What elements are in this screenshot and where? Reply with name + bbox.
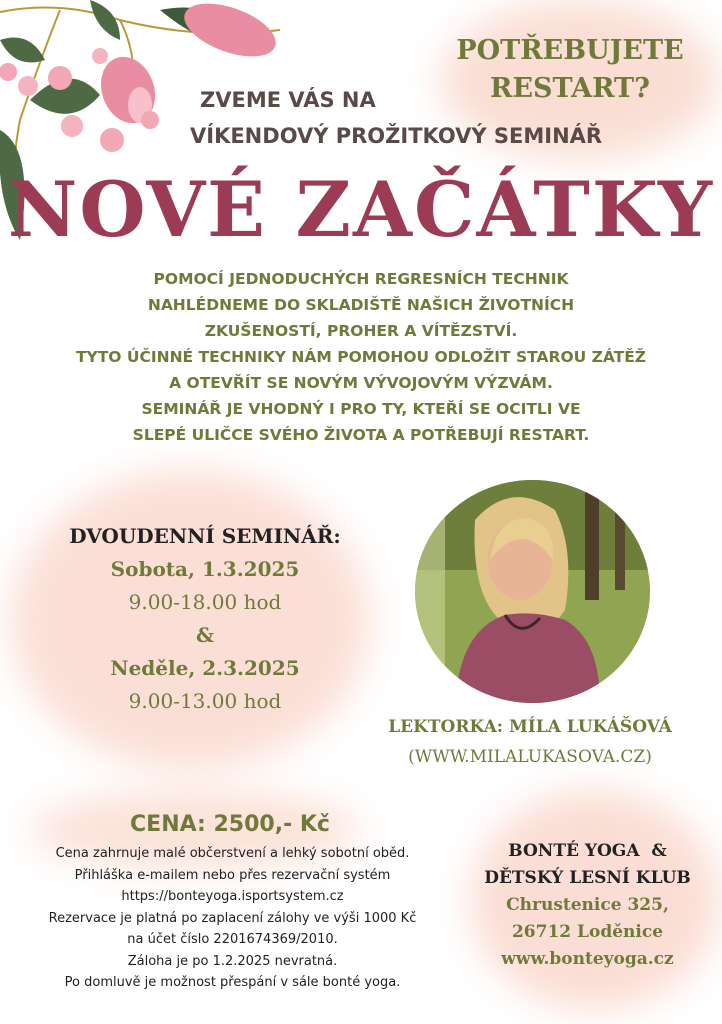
description-line: TYTO ÚČINNÉ TECHNIKY NÁM POMOHOU ODLOŽIT STAROU ZÁTĚŽ	[75, 348, 647, 366]
schedule-and: &	[195, 623, 215, 647]
description-line: NAHLÉDNEME DO SKLADIŠTĚ NAŠICH ŽIVOTNÍCH	[147, 296, 575, 314]
price-details	[10, 843, 455, 994]
reservation-link[interactable]: https://bonteyoga.isportsystem.cz	[121, 889, 344, 904]
schedule	[40, 520, 370, 718]
description-line: POMOCÍ JEDNODUCHÝCH REGRESNÍCH TECHNIK	[153, 270, 569, 288]
schedule-heading: DVOUDENNÍ SEMINÁŘ:	[69, 524, 341, 548]
price-detail-line: Po domluvě je možnost přespání v sále bonté yoga.	[64, 975, 401, 990]
lecturer-info	[365, 712, 695, 772]
lecturer-name: LEKTORKA: MÍLA LUKÁŠOVÁ	[388, 717, 672, 737]
schedule-time1: 9.00-18.00 hod	[128, 590, 282, 614]
invite-line2: VÍKENDOVÝ PROŽITKOVÝ SEMINÁŘ	[190, 124, 603, 148]
price-detail-line: Přihláška e-mailem nebo přes rezervační systém	[74, 867, 391, 883]
description	[20, 266, 702, 448]
headline-question	[440, 32, 700, 108]
lecturer-website: (WWW.MILALUKASOVA.CZ)	[408, 747, 652, 767]
headline-question-line1: POTŘEBUJETE	[456, 35, 684, 66]
invite-line1: ZVEME VÁS NA	[200, 88, 376, 112]
price-detail-line: Cena zahrnuje malé občerstvení a lehký sobotní oběd.	[55, 846, 410, 861]
description-line: SEMINÁŘ JE VHODNÝ I PRO TY, KTEŘÍ SE OCITLI VE	[141, 400, 581, 418]
description-line: ZKUŠENOSTÍ, PROHER A VÍTĚZSTVÍ.	[204, 322, 518, 340]
description-line: A OTEVŘÍT SE NOVÝM VÝVOJOVÝM VÝZVÁM.	[169, 374, 553, 392]
schedule-day1: Sobota, 1.3.2025	[110, 557, 300, 581]
schedule-time2: 9.00-13.00 hod	[128, 689, 282, 713]
price-detail-line: na účet číslo 2201674369/2010.	[127, 932, 338, 947]
venue-name-line1: BONTÉ YOGA &	[508, 841, 667, 861]
headline-question-line2: RESTART?	[490, 73, 650, 104]
venue-name-line2: DĚTSKÝ LESNÍ KLUB	[484, 868, 691, 888]
lecturer-portrait-photo	[415, 480, 650, 703]
price-detail-line: Rezervace je platná po zaplacení zálohy ve výši 1000 Kč	[48, 910, 417, 926]
schedule-day2: Neděle, 2.3.2025	[110, 656, 300, 680]
price-detail-line: Záloha je po 1.2.2025 nevratná.	[127, 953, 338, 969]
description-line: SLEPÉ ULIČCE SVÉHO ŽIVOTA A POTŘEBUJÍ RESTART.	[132, 426, 590, 444]
price-title: CENA: 2500,- Kč	[130, 812, 330, 837]
page-title: NOVÉ ZAČÁTKY	[7, 165, 715, 254]
venue-address-line2: 26712 Loděnice	[511, 922, 664, 942]
venue-address-line1: Chrustenice 325,	[506, 895, 669, 915]
venue-info	[470, 838, 705, 973]
venue-website-link[interactable]: www.bonteyoga.cz	[501, 949, 674, 969]
